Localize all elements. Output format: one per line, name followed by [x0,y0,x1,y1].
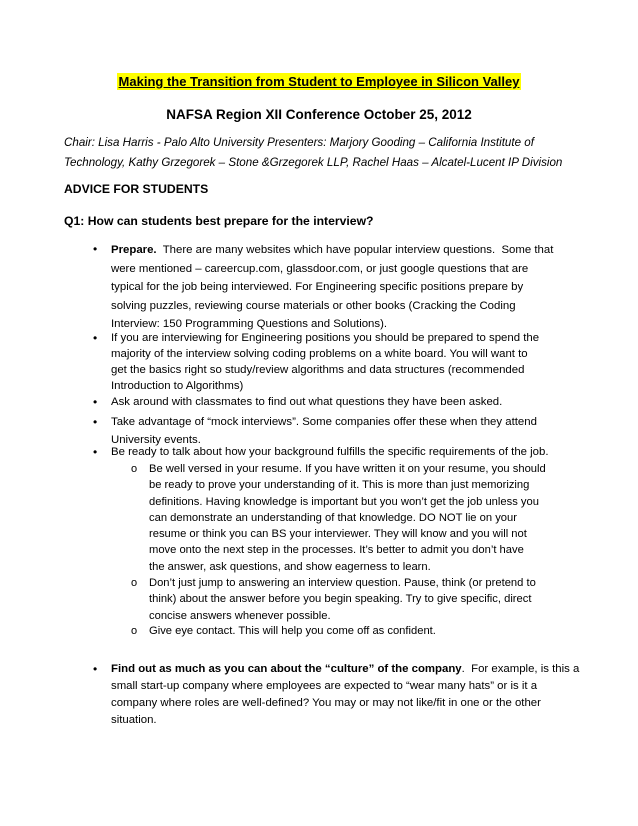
bullet-marker: • [93,242,98,256]
bullet-marker: • [93,445,98,459]
bullet-line: If you are interviewing for Engineering positions you should be prepared to spend the [111,332,540,344]
sub-bullet-marker: o [131,577,138,589]
bullet-line: Interview: 150 Programming Questions and Solutions). [111,318,388,330]
bullet-marker: • [93,662,98,676]
sub-bullet-line: definitions. Having knowledge is important but you won’t get the job unless you [149,495,539,508]
section-heading: ADVICE FOR STUDENTS [64,182,209,196]
bullet-line: situation. [111,714,157,726]
sub-bullet-line: resume or think you can BS your interviewer. They will know and you will not [149,528,527,541]
bullet-marker: • [93,415,98,429]
sub-bullet-marker: o [131,463,138,475]
title-wrap [0,73,638,91]
bullet-ask-classmates [111,394,581,410]
question-heading: Q1: How can students best prepare for the interview? [64,214,374,228]
sub-bullet-line: the answer, ask questions, and show eagerness to learn. [149,560,431,573]
sub-bullet-line: be ready to prove your understanding of it. This is more than just memorizing [149,479,530,492]
bullet-line: company where roles are well-defined? You may or may not like/fit in one or the other [111,697,541,709]
bullet-prepare [111,241,581,334]
bullet-line: Prepare. There are many websites which have popular interview questions. Some that [111,244,554,256]
sub-bullet-line: Don’t just jump to answering an interview question. Pause, think (or pretend to [149,577,536,589]
bullet-culture [111,661,581,729]
sub-bullet-line: Be well versed in your resume. If you have written it on your resume, you should [149,463,546,475]
bullet-line: Take advantage of “mock interviews”. Some companies offer these when they attend [111,416,537,428]
document-subtitle: NAFSA Region XII Conference October 25, 2012 [166,107,472,122]
bullet-line: Find out as much as you can about the “culture” of the company. For example, is this a [111,663,580,675]
bullet-line: Be ready to talk about how your background fulfills the specific requirements of the job. [111,446,549,458]
bullet-lead: Find out as much as you can about the “culture” of the company [111,663,462,675]
sub-bullet-resume [149,461,579,575]
bullet-line: Introduction to Algorithms) [111,380,244,392]
sub-bullet-line: concise answers whenever possible. [149,609,331,622]
bullet-line: get the basics right so study/review algorithms and data structures (recommended [111,364,525,376]
bullet-marker: • [93,395,98,409]
sub-bullet-pause [149,575,579,624]
sub-bullet-marker: o [131,625,138,637]
chair-line: Chair: Lisa Harris - Palo Alto University Presenters: Marjory Gooding – California Institute of [64,136,534,149]
bullet-line: University events. [111,433,201,446]
bullet-line: majority of the interview solving coding problems on a white board. You will want to [111,348,528,360]
bullet-background [111,444,581,460]
sub-bullet-line: Give eye contact. This will help you come off as confident. [149,625,436,637]
bullet-marker: • [93,331,98,345]
bullet-line: Ask around with classmates to find out what questions they have been asked. [111,396,503,408]
presenters-line: Technology, Kathy Grzegorek – Stone &Grzegorek LLP, Rachel Haas – Alcatel-Lucent IP Division [64,156,563,169]
sub-bullet-eye-contact [149,623,579,639]
sub-bullet-line: can demonstrate an understanding of that knowledge. DO NOT lie on your [149,511,517,524]
sub-bullet-line: think) about the answer before you begin speaking. Try to give specific, direct [149,593,532,606]
bullet-line: typical for the job being interviewed. For Engineering specific positions prepare by [111,281,524,293]
sub-bullet-line: move onto the next step in the processes. It’s better to admit you don’t have [149,544,524,557]
document-title: Making the Transition from Student to Employee in Silicon Valley [118,74,520,89]
bullet-line: small start-up company where employees are expected to “wear many hats” or is it a [111,680,538,692]
bullet-line: were mentioned – careercup.com, glassdoor.com, or just google questions that are [111,262,529,275]
bullet-lead: Prepare. [111,244,157,256]
chair-presenters-block [64,133,576,173]
bullet-engineering [111,330,581,394]
bullet-line: solving puzzles, reviewing course materials or other books (Cracking the Coding [111,299,516,312]
